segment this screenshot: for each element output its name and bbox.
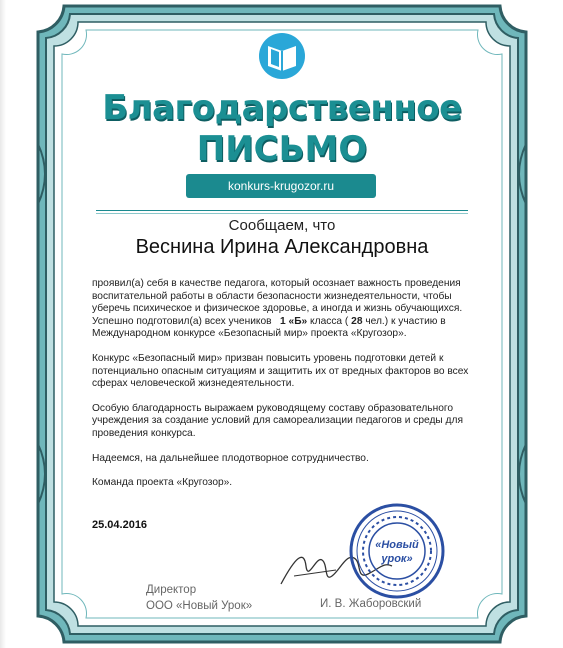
- team-line: Команда проекта «Кругозор».: [92, 477, 233, 489]
- paragraph-4: Надеемся, на дальнейшее плодотворное сотрудничество.: [92, 452, 369, 464]
- divider: [96, 210, 468, 211]
- paragraph-1: [92, 278, 492, 341]
- certificate: [36, 4, 528, 644]
- announcement: Сообщаем, что: [228, 217, 336, 234]
- title-line-1: Благодарственное: [102, 88, 462, 128]
- paragraph-1-text-b: класса (: [310, 315, 349, 327]
- signer-role: [146, 582, 252, 614]
- paragraph-2: Конкурс «Безопасный мир» призван повысить уровень подготовки детей к потенциально опасным ситуациям и защитить их от вредных факторов во всех сферах человеческой жизнедеятельности.: [92, 352, 469, 390]
- signer-name: И. В. Жаборовский: [320, 598, 422, 610]
- signer-role-line-2: ООО «Новый Урок»: [146, 600, 253, 612]
- paragraph-3: Особую благодарность выражаем руководящему составу образовательного учреждения за создание условий для самореализации педагогов и среды для проведения конкурса.: [92, 402, 463, 439]
- class-grade: 1 «Б»: [280, 315, 308, 327]
- stamp-text-1: «Новый: [375, 539, 419, 551]
- stamp-text-2: урок»: [381, 553, 413, 565]
- round-stamp: [348, 502, 446, 600]
- letter-body: [92, 278, 492, 502]
- paragraph-1-text-a: проявил(а) себя в качестве педагога, который осознает важность проведения воспитательной работы в области безопасности жизнедеятельности, чтобы уберечь психическое и физическое здоровье, а иногда и жизнь обучающихся. Успешно подготовил(а) всех учеников: [92, 278, 463, 327]
- title-line-2: ПИСЬМО: [196, 129, 368, 169]
- date: 25.04.2016: [92, 519, 148, 531]
- paragraph-1-text-c: чел.) к участию в Международном конкурсе «Безопасный мир» проекта «Кругозор».: [92, 315, 446, 340]
- signer-role-line-1: Директор: [146, 584, 197, 596]
- window-edge: [0, 0, 6, 648]
- recipient-name: Веснина Ирина Александровна: [135, 236, 429, 258]
- book-logo-icon: [258, 32, 306, 80]
- student-count: 28: [351, 315, 363, 327]
- website-badge: konkurs-krugozor.ru: [186, 174, 376, 198]
